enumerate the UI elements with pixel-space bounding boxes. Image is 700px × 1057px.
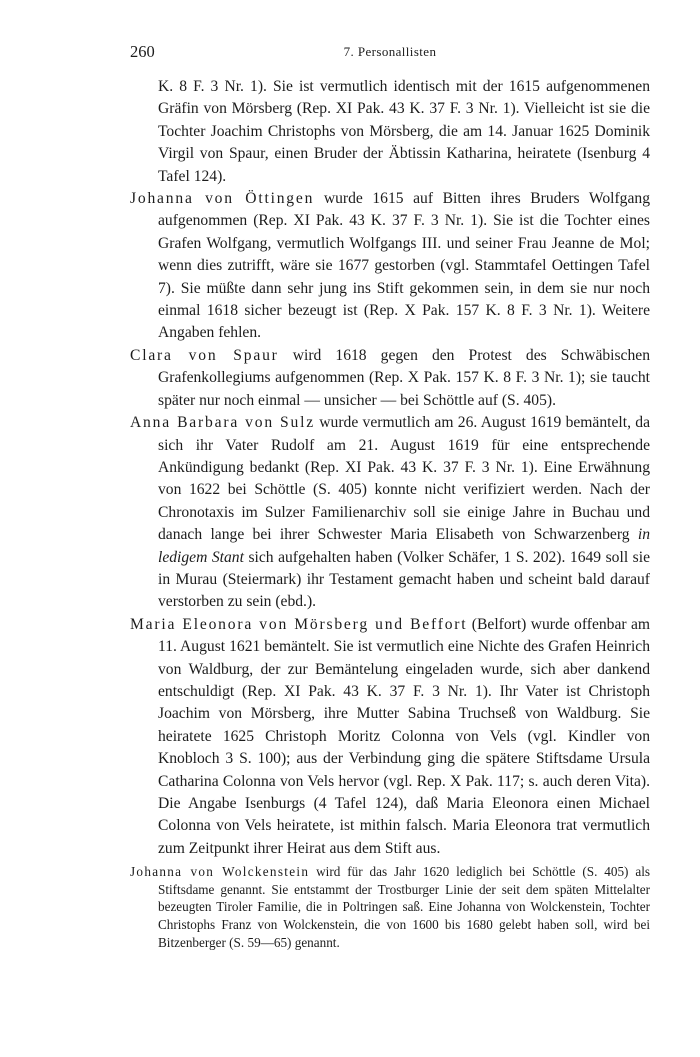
entry-text: wird für das Jahr 1620 lediglich bei Schöttle (S. 405) als Stiftsdame genannt. Sie entstammt der Trostburger Linie der seit dem späten Mittelalter bezeugten Tiroler Familie, die in Poltringen saß. Eine Johanna von Wolckenstein, Tochter Christophs Franz von Wolckenstein, die von 1600 bis 1680 gelebt haben soll, wird bei Bitzenberger (S. 59—65) genannt.	[158, 864, 651, 950]
entry-name: Anna Barbara von Sulz	[130, 414, 315, 432]
entry-johanna-von-wolckenstein	[130, 863, 650, 951]
entry-clara-von-spaur	[130, 345, 650, 412]
quoted-phrase: in ledigem Stant	[158, 526, 650, 566]
entry-name: Johanna von Wolckenstein	[130, 864, 310, 880]
entry-name: Clara von Spaur	[130, 346, 279, 364]
entry-text: wird 1618 gegen den Protest des Schwäbischen Grafenkollegiums aufgenommen (Rep. X Pak. 157 K. 8 F. 3 Nr. 1); sie taucht später nur noch einmal — unsicher — bei Schöttle auf (S. 405).	[158, 346, 650, 409]
entry-continuation	[130, 76, 650, 188]
text-body	[130, 76, 650, 951]
entry-name: Johanna von Öttingen	[130, 190, 315, 208]
page-number: 260	[130, 42, 155, 61]
running-title: 7. Personallisten	[343, 44, 437, 59]
entry-johanna-von-oettingen	[130, 188, 650, 345]
entry-name: Maria Eleonora von Mörsberg und Beffort	[130, 615, 468, 633]
entry-text: K. 8 F. 3 Nr. 1). Sie ist vermutlich identisch mit der 1615 aufgenommenen Gräfin von Mörsberg (Rep. XI Pak. 43 K. 37 F. 3 Nr. 1). Vielleicht ist sie die Tochter Joachim Christophs von Mörsberg, die am 14. Januar 1625 Dominik Virgil von Spaur, einen Bruder der Äbtissin Katharina, heiratete (Isenburg 4 Tafel 124).	[158, 78, 650, 185]
entry-maria-eleonora-von-moersberg	[130, 614, 650, 860]
entry-anna-barbara-von-sulz	[130, 412, 650, 614]
entry-text: wurde 1615 auf Bitten ihres Bruders Wolfgang aufgenommen (Rep. XI Pak. 43 K. 37 F. 3 Nr. 1). Sie ist die Tochter eines Grafen Wolfgang, vermutlich Wolfgangs III. und seiner Frau Jeanne de Mol; wenn dies zutrifft, wäre sie 1677 gestorben (vgl. Stammtafel Oettingen Tafel 7). Sie müßte dann sehr jung ins Stift gekommen sein, in dem sie nur noch einmal 1618 sicher bezeugt ist (Rep. X Pak. 157 K. 8 F. 3 Nr. 1). Weitere Angaben fehlen.	[158, 190, 650, 342]
page-header	[130, 42, 650, 66]
entry-text: (Belfort) wurde offenbar am 11. August 1621 bemäntelt. Sie ist vermutlich eine Nichte des Grafen Heinrich von Waldburg, der zur Bemäntelung eingeladen wurde, sich aber dankend entschuldigt (Rep. XI Pak. 43 K. 37 F. 3 Nr. 1). Ihr Vater ist Christoph Joachim von Mörsberg, ihre Mutter Sabina Truchseß von Waldburg. Sie heiratete 1625 Christoph Moritz Colonna von Vels (vgl. Kindler von Knobloch 3 S. 100); aus der Verbindung ging die spätere Stiftsdame Ursula Catharina Colonna von Vels hervor (vgl. Rep. X Pak. 117; s. auch deren Vita). Die Angabe Isenburgs (4 Tafel 124), daß Maria Eleonora einen Michael Colonna von Vels heiratete, ist mithin falsch. Maria Eleonora trat vermutlich zum Zeitpunkt ihrer Heirat aus dem Stift aus.	[158, 615, 651, 857]
entry-text: wurde vermutlich am 26. August 1619 bemäntelt, da sich ihr Vater Rudolf am 21. August 1619 für eine entsprechende Ankündigung bedankt (Rep. XI Pak. 43 K. 37 F. 3 Nr. 1). Eine Erwähnung von 1622 bei Schöttle (S. 405) konnte nicht verifiziert werden. Nach der Chronotaxis im Sulzer Familienarchiv soll sie einige Jahre in Buchau und danach lange bei ihrer Schwester Maria Elisabeth von Schwarzenberg	[158, 414, 650, 544]
entry-text: sich aufgehalten haben (Volker Schäfer, 1 S. 202). 1649 soll sie in Murau (Steiermark) ihr Testament gemacht haben und scheint bald darauf verstorben zu sein (ebd.).	[158, 548, 650, 611]
